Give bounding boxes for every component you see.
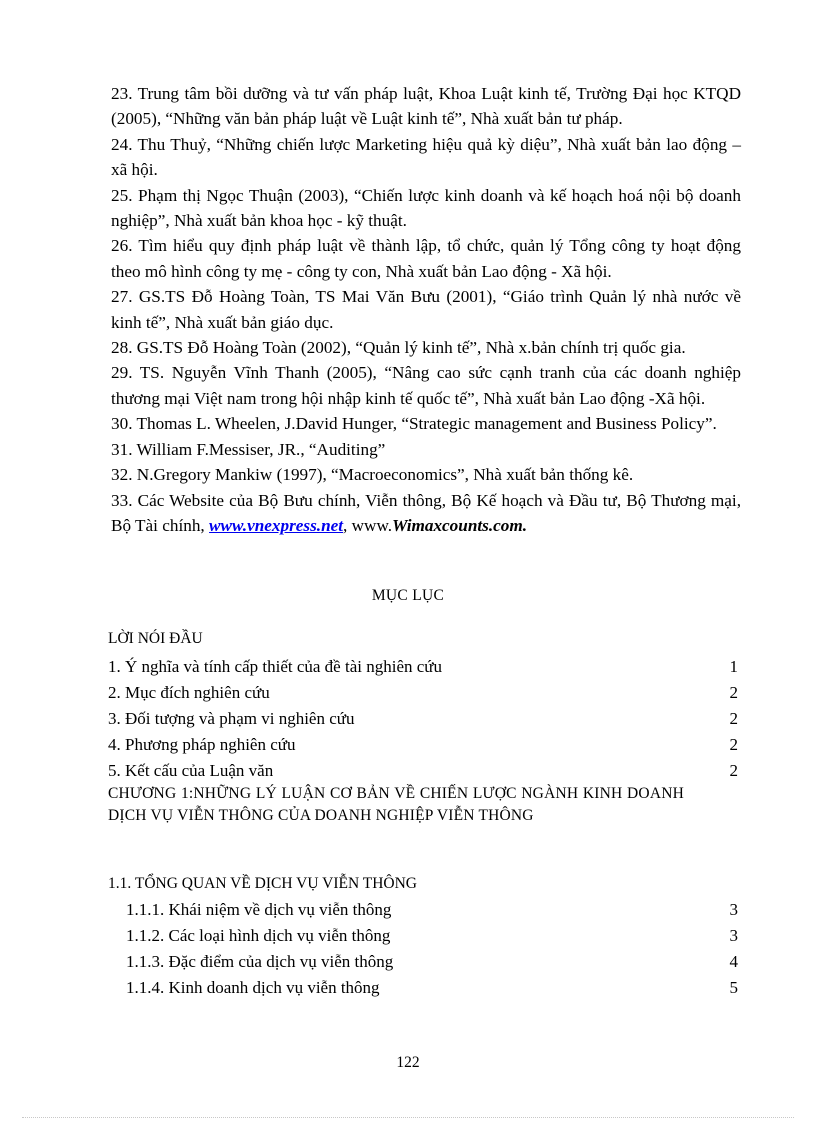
vnexpress-link[interactable]: www.vnexpress.net — [209, 515, 344, 535]
toc-entry-page: 1 — [729, 657, 738, 676]
reference-item-27: 27. GS.TS Đỗ Hoàng Toàn, TS Mai Văn Bưu (2001), “Giáo trình Quản lý nhà nước về kinh tế”, Nhà xuất bản giáo dục. — [111, 287, 741, 332]
reference-item-26: 26. Tìm hiểu quy định pháp luật về thành lập, tổ chức, quản lý Tổng công ty hoạt động theo mô hình công ty mẹ - công ty con, Nhà xuất bản Lao động - Xã hội. — [111, 236, 741, 281]
toc-entry[interactable] — [108, 732, 738, 758]
toc-subentry[interactable] — [126, 923, 738, 949]
reference-item-23: 23. Trung tâm bồi dưỡng và tư vấn pháp luật, Khoa Luật kinh tế, Trường Đại học KTQD (2005), “Những văn bản pháp luật về Luật kinh tế”, Nhà xuất bản tư pháp. — [111, 84, 741, 129]
toc-subentry-label: 1.1.4. Kinh doanh dịch vụ viễn thông — [126, 978, 380, 997]
toc-entry-label: 1. Ý nghĩa và tính cấp thiết của đề tài nghiên cứu — [108, 657, 442, 676]
page-number: 122 — [396, 1054, 420, 1071]
toc-entry-label: 2. Mục đích nghiên cứu — [108, 683, 270, 702]
toc-entry[interactable] — [108, 680, 738, 706]
reference-item-30: 30. Thomas L. Wheelen, J.David Hunger, “Strategic management and Business Policy”. — [111, 414, 717, 434]
toc-entry-label: 5. Kết cấu của Luận văn — [108, 761, 274, 780]
reference-list — [111, 81, 741, 538]
toc-section-1-1-heading[interactable]: 1.1. TỔNG QUAN VỀ DỊCH VỤ VIỄN THÔNG — [108, 875, 417, 892]
toc-chapter-1-heading[interactable]: CHƯƠNG 1:NHỮNG LÝ LUẬN CƠ BẢN VỀ CHIẾN LƯỢC NGÀNH KINH DOANH DỊCH VỤ VIỄN THÔNG CỦA DOANH NGHIỆP VIỄN THÔNG — [108, 785, 684, 824]
reference-item-32: 32. N.Gregory Mankiw (1997), “Macroeconomics”, Nhà xuất bản thống kê. — [111, 465, 634, 485]
reference-33-text: 33. Các Website của Bộ Bưu chính, Viễn thông, Bộ Kế hoạch và Đầu tư, Bộ Thương mại, Bộ Tài chính, — [111, 490, 741, 535]
toc-subentry[interactable] — [126, 949, 738, 975]
toc-entry[interactable] — [108, 758, 738, 784]
toc-title: MỤC LỤC — [371, 587, 445, 604]
toc-entry[interactable] — [108, 706, 738, 732]
wimaxcounts-site: Wimaxcounts.com. — [392, 515, 528, 535]
toc-entry-page: 2 — [729, 683, 738, 702]
toc-subentry[interactable] — [126, 975, 738, 1001]
reference-33-separator: , www. — [343, 515, 393, 535]
toc-subentry-page: 4 — [729, 952, 738, 971]
toc-subentry-page: 3 — [729, 900, 738, 919]
toc-entry-label: 4. Phương pháp nghiên cứu — [108, 735, 296, 754]
reference-item-33 — [111, 488, 741, 539]
toc-entry-page: 2 — [729, 709, 738, 728]
page-bottom-divider — [22, 1117, 794, 1118]
toc-subentry-label: 1.1.3. Đặc điểm của dịch vụ viễn thông — [126, 952, 394, 971]
toc-entry[interactable] — [108, 654, 738, 680]
reference-item-29: 29. TS. Nguyễn Vĩnh Thanh (2005), “Nâng cao sức cạnh tranh của các doanh nghiệp thương mại Việt nam trong hội nhập kinh tế quốc tế”, Nhà xuất bản Lao động -Xã hội. — [111, 363, 741, 408]
reference-item-24: 24. Thu Thuỷ, “Những chiến lược Marketing hiệu quả kỳ diệu”, Nhà xuất bản lao động – xã hội. — [111, 134, 741, 180]
toc-subentry-label: 1.1.1. Khái niệm về dịch vụ viễn thông — [126, 900, 392, 919]
reference-item-28: 28. GS.TS Đỗ Hoàng Toàn (2002), “Quản lý kinh tế”, Nhà x.bản chính trị quốc gia. — [111, 338, 686, 358]
toc-intro-heading: LỜI NÓI ĐẦU — [108, 630, 203, 647]
toc-subentry-label: 1.1.2. Các loại hình dịch vụ viễn thông — [126, 926, 391, 945]
toc-entry-label: 3. Đối tượng và phạm vi nghiên cứu — [108, 709, 355, 728]
toc-subentry-page: 5 — [729, 978, 738, 997]
toc-entry-page: 2 — [729, 761, 738, 780]
toc-subentry[interactable] — [126, 897, 738, 923]
reference-item-31: 31. William F.Messiser, JR., “Auditing” — [111, 439, 386, 459]
toc-section-1-1-list — [126, 897, 738, 1001]
reference-item-25: 25. Phạm thị Ngọc Thuận (2003), “Chiến lược kinh doanh và kế hoạch hoá nội bộ doanh nghiệp”, Nhà xuất bản khoa học - kỹ thuật. — [111, 185, 741, 231]
toc-intro-list — [108, 654, 738, 784]
toc-entry-page: 2 — [729, 735, 738, 754]
toc-subentry-page: 3 — [729, 926, 738, 945]
